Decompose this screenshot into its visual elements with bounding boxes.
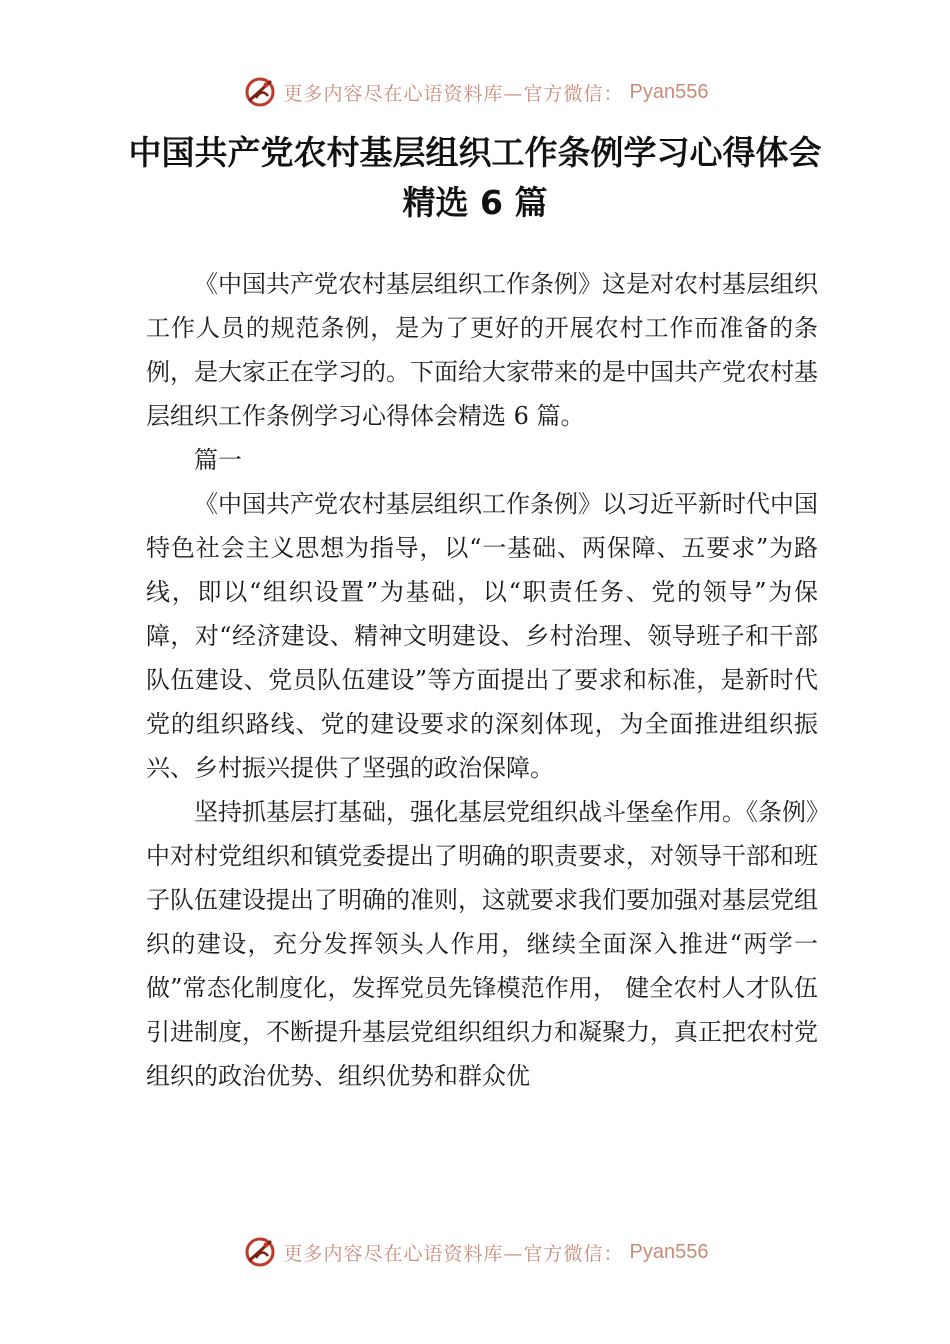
header-banner [0, 72, 950, 112]
document-title: 中国共产党农村基层组织工作条例学习心得体会精选 6 篇 [128, 133, 822, 222]
body-paragraph: 坚持抓基层打基础，强化基层党组织战斗堡垒作用。《条例》中对村党组织和镇党委提出了明确的职责要求，对领导干部和班子队伍建设提出了明确的准则，这就要求我们要加强对基层党组织的建设，充分发挥领头人作用，继续全面深入推进“两学一做”常态化制度化，发挥党员先锋模范作用， 健全农村人才队伍引进制度，不断提升基层党组织组织力和凝聚力，真正把农村党组织的政治优势、组织优势和群众优 [146, 798, 818, 1090]
footer-banner [0, 1232, 950, 1272]
logo-icon [242, 1234, 278, 1270]
banner-text: 更多内容尽在心语资料库—官方微信： [283, 82, 624, 105]
banner-wechat-id: Pyan556 [629, 1240, 709, 1263]
banner-wechat-id: Pyan556 [629, 80, 709, 103]
banner-text: 更多内容尽在心语资料库—官方微信： [283, 1242, 624, 1265]
intro-paragraph: 《中国共产党农村基层组织工作条例》这是对农村基层组织工作人员的规范条例，是为了更好的开展农村工作而准备的条例，是大家正在学习的。下面给大家带来的是中国共产党农村基层组织工作条例学习心得体会精选 6 篇。 [146, 270, 818, 430]
logo-icon [242, 74, 278, 110]
section-heading: 篇一 [194, 446, 242, 474]
document-body [146, 262, 818, 1098]
body-paragraph: 《中国共产党农村基层组织工作条例》以习近平新时代中国特色社会主义思想为指导，以“一基础、两保障、五要求”为路线，即以“组织设置”为基础，以“职责任务、党的领导”为保障，对“经济建设、精神文明建设、乡村治理、领导班子和干部队伍建设、党员队伍建设”等方面提出了要求和标准，是新时代党的组织路线、党的建设要求的深刻体现，为全面推进组织振兴、乡村振兴提供了坚强的政治保障。 [146, 490, 818, 782]
